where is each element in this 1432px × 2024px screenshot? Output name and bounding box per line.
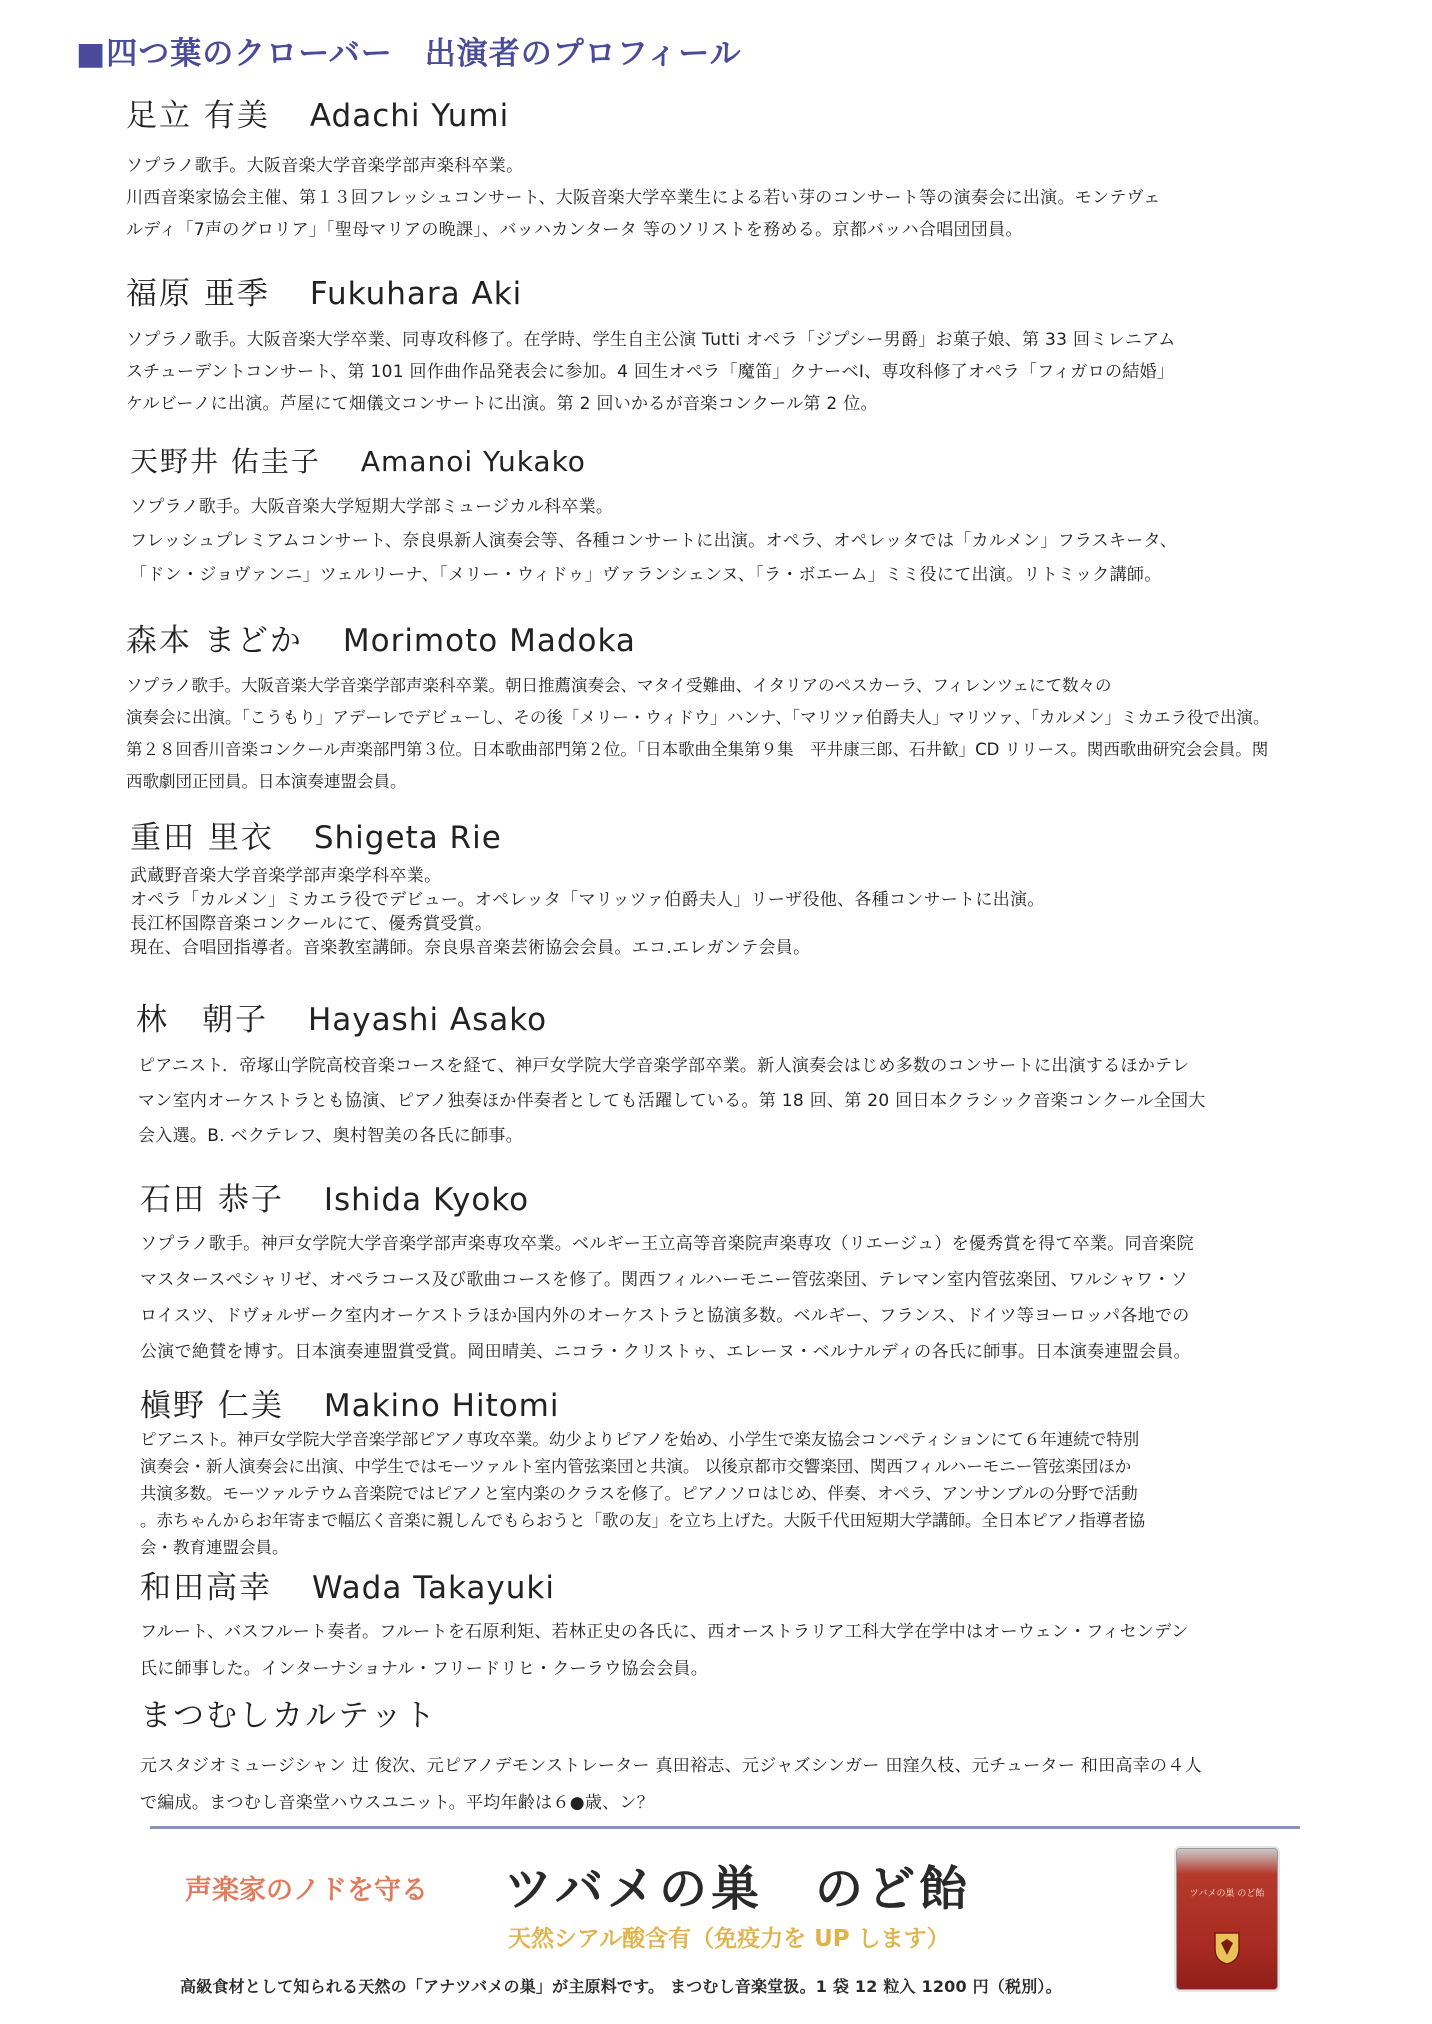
profile-bio [130, 490, 1177, 592]
bio-line: オペラ「カルメン」ミカエラ役でデビュー。オペレッタ「マリッツァ伯爵夫人」リーザ役他、各種コンサートに出演。 [130, 890, 1045, 910]
profile-bio [140, 1614, 1189, 1688]
bio-line: ソプラノ歌手。大阪音楽大学音楽学部声楽科卒業。 [126, 156, 524, 176]
bio-line: 公演で絶賛を博す。日本演奏連盟賞受賞。岡田晴美、ニコラ・クリストゥ、エレーヌ・ベルナルディの各氏に師事。日本演奏連盟会員。 [140, 1342, 1191, 1362]
crest-icon [1213, 1931, 1241, 1965]
name-japanese: まつむしカルテット [140, 1698, 437, 1734]
ad-product-name: ツバメの巣 のど飴 [504, 1861, 972, 1917]
product-package-image [1176, 1848, 1278, 1990]
ad-note: 高級食材として知られる天然の「アナツバメの巣」が主原料です。 まつむし音楽堂扱。1 袋 12 粒入 1200 円（税別）。 [180, 1977, 1062, 1996]
name-japanese: 天野井 佑圭子 [130, 445, 321, 478]
bio-line: ロイスツ、ドヴォルザーク室内オーケストラほか国内外のオーケストラと協演多数。ベルギー、フランス、ドイツ等ヨーロッパ各地での [140, 1306, 1190, 1326]
name-english: Ishida Kyoko [323, 1182, 530, 1218]
page-title: ■四つ葉のクローバー 出演者のプロフィール [76, 36, 742, 72]
bio-line: ピアニスト。神戸女学院大学音楽学部ピアノ専攻卒業。幼少よりピアノを始め、小学生で楽友協会コンペティションにて６年連続で特別 [140, 1430, 1140, 1449]
name-english: Fukuhara Aki [309, 276, 523, 312]
bio-line: 元スタジオミュージシャン 辻 俊次、元ピアノデモンストレーター 真田裕志、元ジャズシンガー 田窪久枝、元チューター 和田高幸の４人 [140, 1756, 1202, 1776]
profile-name [140, 1380, 560, 1425]
bio-line: 西歌劇団正団員。日本演奏連盟会員。 [126, 772, 407, 791]
name-english: Hayashi Asako [308, 1002, 548, 1038]
bio-line: 。赤ちゃんからお年寄まで幅広く音楽に親しんでもらおうと「歌の友」を立ち上げた。大阪千代田短期大学講師。全日本ピアノ指導者協 [140, 1511, 1146, 1530]
profile-bio [140, 1748, 1202, 1822]
name-japanese: 森本 まどか [126, 623, 303, 659]
profile-name [130, 440, 586, 480]
bio-line: 武蔵野音楽大学音楽学部声楽学科卒業。 [130, 866, 442, 886]
profile-bio [126, 324, 1176, 420]
bio-line: フレッシュプレミアムコンサート、奈良県新人演奏会等、各種コンサートに出演。オペラ、オペレッタでは「カルメン」フラスキータ、 [130, 531, 1178, 551]
bio-line: 現在、合唱団指導者。音楽教室講師。奈良県音楽芸術協会会員。エコ.エレガンテ会員。 [130, 938, 811, 958]
profile-bio [126, 670, 1269, 798]
profile-name [126, 90, 509, 135]
bio-line: ケルビーノに出演。芦屋にて畑儀文コンサートに出演。第 2 回いかるが音楽コンクール第 2 位。 [126, 394, 878, 414]
bio-line: ソプラノ歌手。大阪音楽大学卒業、同専攻科修了。在学時、学生自主公演 Tutti オペラ「ジプシー男爵」お菓子娘、第 33 回ミレニアム [126, 330, 1176, 350]
bio-line: ルディ「7声のグロリア」「聖母マリアの晩課」、バッハカンタータ 等のソリストを務める。京都バッハ合唱団団員。 [126, 220, 1023, 240]
bio-line: 会・教育連盟会員。 [140, 1538, 289, 1557]
name-japanese: 槇野 仁美 [140, 1388, 284, 1424]
name-english: Wada Takayuki [312, 1570, 555, 1606]
profile-name [140, 1562, 555, 1607]
bio-line: 演奏会・新人演奏会に出演、中学生ではモーツァルト室内管弦楽団と共演。 以後京都市交響楽団、関西フィルハーモニー管弦楽団ほか [140, 1457, 1132, 1476]
name-japanese: 福原 亜季 [126, 276, 270, 312]
name-japanese: 林 朝子 [136, 1002, 268, 1038]
profile-name [126, 268, 522, 313]
name-english: Shigeta Rie [313, 820, 502, 856]
name-english: Morimoto Madoka [342, 623, 636, 659]
name-english: Makino Hitomi [323, 1388, 560, 1424]
bio-line: 「ドン・ジョヴァンニ」ツェルリーナ、「メリー・ウィドゥ」ヴァランシェンヌ、「ラ・ボエーム」ミミ役にて出演。リトミック講師。 [130, 565, 1162, 585]
bio-line: 会入選。B. ベクテレフ、奥村智美の各氏に師事。 [138, 1126, 523, 1146]
bio-line: ソプラノ歌手。大阪音楽大学音楽学部声楽科卒業。朝日推薦演奏会、マタイ受難曲、イタリアのペスカーラ、フィレンツェにて数々の [126, 676, 1112, 695]
profile-bio [126, 150, 1161, 246]
bio-line: 第２８回香川音楽コンクール声楽部門第３位。日本歌曲部門第２位。「日本歌曲全集第９集 平井康三郎、石井歓」CD リリース。関西歌曲研究会会員。関 [126, 740, 1269, 759]
bio-line: マスタースペシャリゼ、オペラコース及び歌曲コースを修了。関西フィルハーモニー管弦楽団、テレマン室内管弦楽団、ワルシャワ・ソ [140, 1270, 1188, 1290]
bio-line: で編成。まつむし音楽堂ハウスユニット。平均年齢は６●歳、ン？ [140, 1793, 655, 1813]
name-english: Amanoi Yukako [360, 445, 586, 478]
profile-name [140, 1174, 529, 1219]
bio-line: 演奏会に出演。「こうもり」アデーレでデビューし、その後「メリー・ウィドウ」ハンナ、「マリツァ伯爵夫人」マリツァ、「カルメン」ミカエラ役で出演。 [126, 708, 1270, 727]
bio-line: マン室内オーケストラとも協演、ピアノ独奏ほか伴奏者としても活躍している。第 18 回、第 20 回日本クラシック音楽コンクール全国大 [138, 1091, 1206, 1111]
name-japanese: 和田高幸 [140, 1570, 272, 1606]
bio-line: ソプラノ歌手。大阪音楽大学短期大学部ミュージカル科卒業。 [130, 497, 614, 517]
bio-line: 氏に師事した。インターナショナル・フリードリヒ・クーラウ協会会員。 [140, 1659, 709, 1679]
name-japanese: 石田 恭子 [140, 1182, 284, 1218]
profile-name [136, 994, 547, 1039]
name-english: Adachi Yumi [309, 98, 510, 134]
bio-line: ピアニスト．帝塚山学院高校音楽コースを経て、神戸女学院大学音楽学部卒業。新人演奏会はじめ多数のコンサートに出演するほかテレ [138, 1056, 1190, 1076]
package-label: ツバメの巣 のど飴 [1189, 1889, 1265, 1899]
profile-bio [138, 1049, 1206, 1154]
bio-line: 共演多数。モーツァルテウム音楽院ではピアノと室内楽のクラスを修了。ピアノソロはじめ、伴奏、オペラ、アンサンブルの分野で活動 [140, 1484, 1138, 1503]
ad-slogan: 声楽家のノドを守る [185, 1875, 428, 1906]
profile-name [140, 1690, 437, 1735]
bio-line: フルート、バスフルート奏者。フルートを石原利矩、若林正史の各氏に、西オーストラリア工科大学在学中はオーウェン・フィセンデン [140, 1622, 1189, 1642]
bio-line: スチューデントコンサート、第 101 回作曲作品発表会に参加。4 回生オペラ「魔笛」クナーベⅠ、専攻科修了オペラ「フィガロの結婚」 [126, 362, 1175, 382]
profile-name [130, 812, 502, 857]
profile-bio [140, 1226, 1194, 1370]
bio-line: 長江杯国際音楽コンクールにて、優秀賞受賞。 [130, 914, 493, 934]
bio-line: 川西音楽家協会主催、第１３回フレッシュコンサート、大阪音楽大学卒業生による若い芽のコンサート等の演奏会に出演。モンテヴェ [126, 188, 1161, 208]
ad-divider [150, 1826, 1300, 1829]
ad-subtitle: 天然シアル酸含有（免疫力を UP します） [508, 1926, 950, 1952]
bio-line: ソプラノ歌手。神戸女学院大学音楽学部声楽専攻卒業。ベルギー王立高等音楽院声楽専攻（リエージュ）を優秀賞を得て卒業。同音楽院 [140, 1234, 1194, 1254]
profile-bio [130, 864, 1045, 960]
profile-bio [140, 1426, 1145, 1561]
profile-name [126, 615, 636, 660]
name-japanese: 重田 里衣 [130, 820, 274, 856]
name-japanese: 足立 有美 [126, 98, 270, 134]
